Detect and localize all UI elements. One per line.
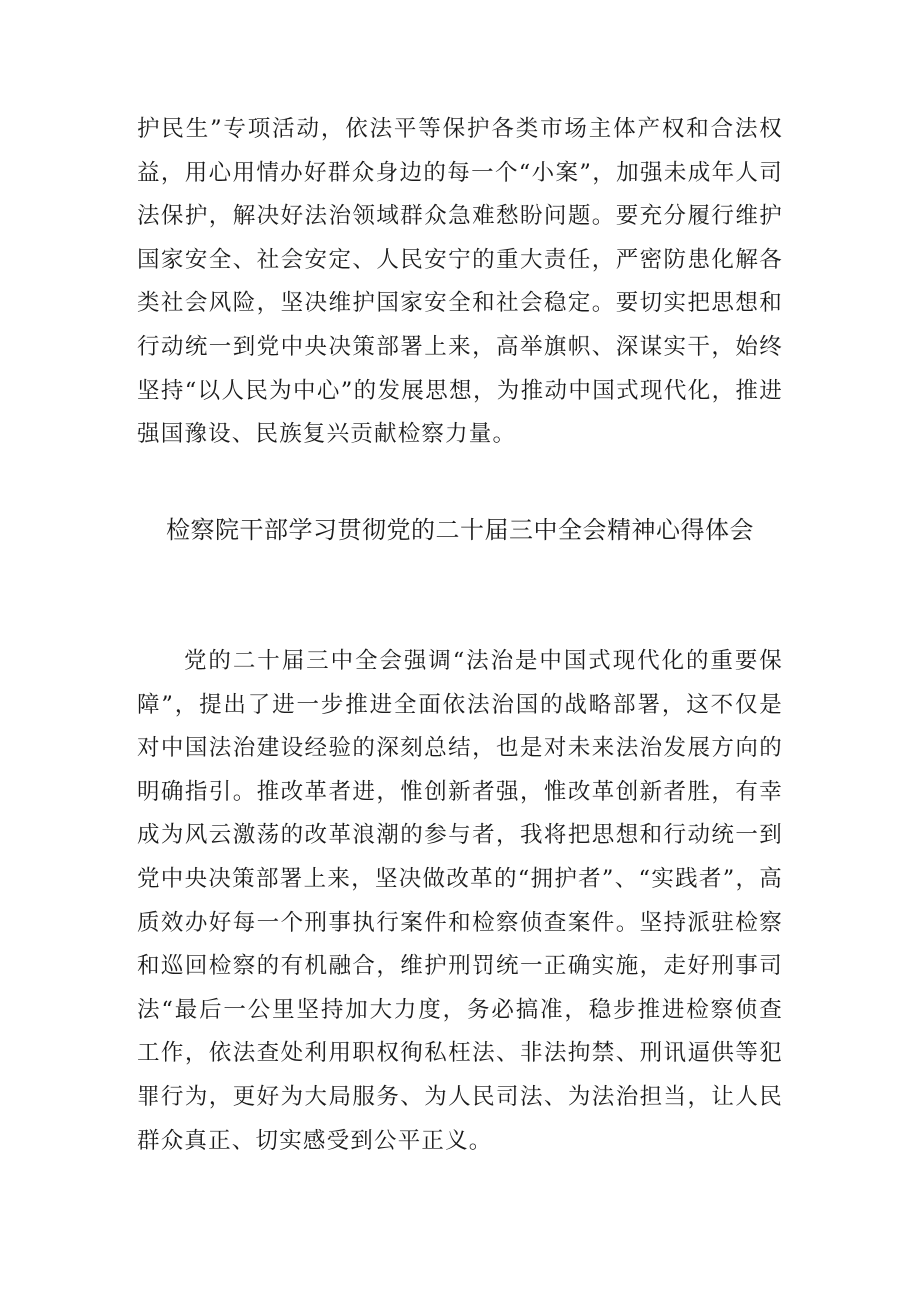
- section-heading: 检察院干部学习贯彻党的二十届三中全会精神心得体会: [166, 516, 754, 544]
- body-paragraph-second: 党的二十届三中全会强调“法治是中国式现代化的重要保障”，提出了进一步推进全面依法治国的战略部署，这不仅是对中国法治建设经验的深刻总结，也是对未来法治发展方向的明确指引。推改革者进，惟创新者强，惟改革创新者胜，有幸成为风云激荡的改革浪潮的参与者，我将把思想和行动统一到党中央决策部署上来，坚决做改革的“拥护者”、“实践者”，高质效办好每一个刑事执行案件和检察侦查案件。坚持派驻检察和巡回检察的有机融合，维护刑罚统一正确实施，走好刑事司法“最后一公里坚持加大力度，务必搞准，稳步推进检察侦查工作，依法查处利用职权徇私枉法、非法拘禁、刑讯逼供等犯罪行为，更好为大局服务、为人民司法、为法治担当，让人民群众真正、切实感受到公平正义。: [137, 648, 783, 1154]
- body-paragraph-continued: 护民生”专项活动，依法平等保护各类市场主体产权和合法权益，用心用情办好群众身边的每一个“小案”，加强未成年人司法保护，解决好法治领域群众急难愁盼问题。要充分履行维护国家安全、社会安定、人民安宁的重大责任，严密防患化解各类社会风险，坚决维护国家安全和社会稳定。要切实把思想和行动统一到党中央决策部署上来，高举旗帜、深谋实干，始终坚持“以人民为中心”的发展思想，为推动中国式现代化，推进强国豫设、民族复兴贡献检察力量。: [137, 116, 783, 448]
